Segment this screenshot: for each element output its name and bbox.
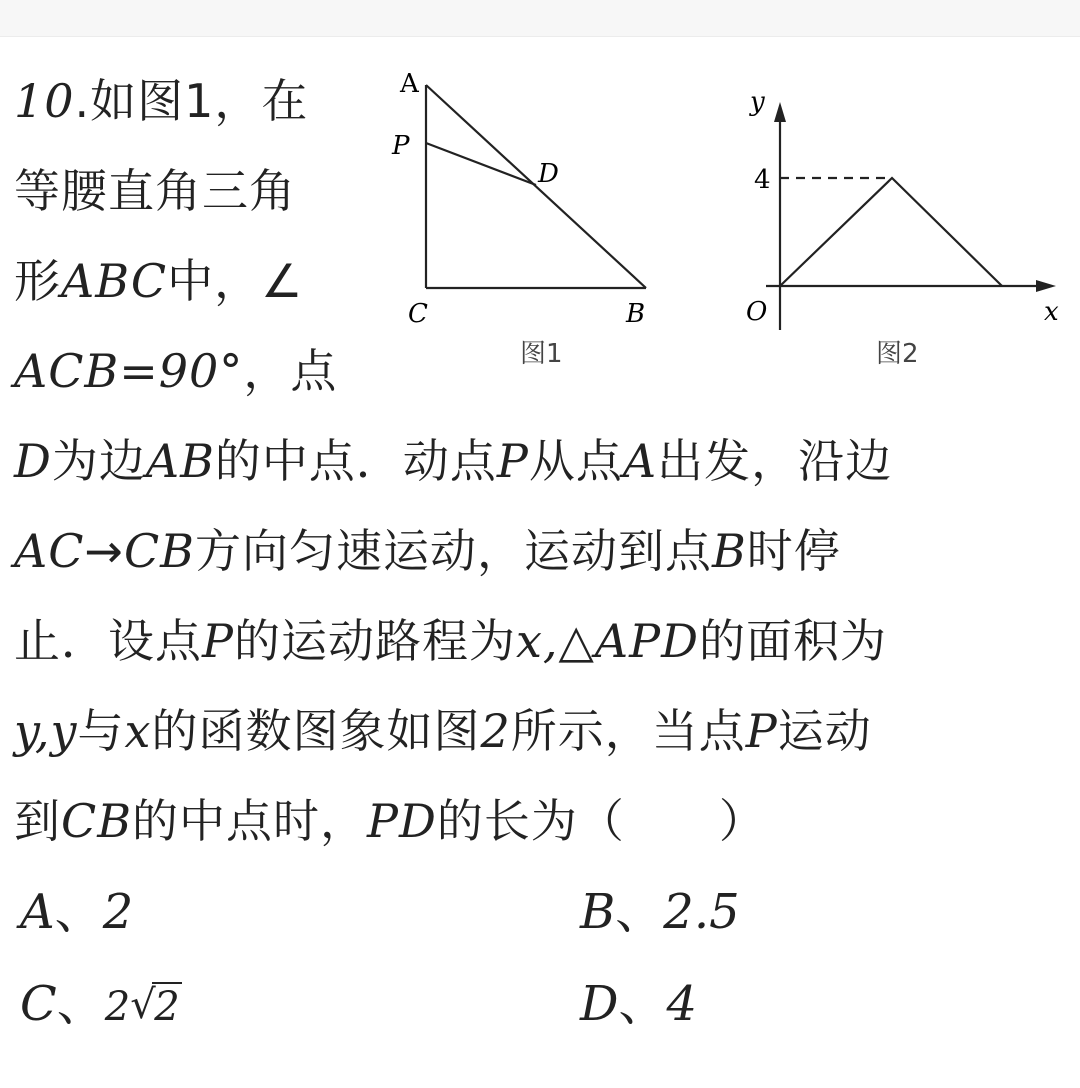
sqrt-expression: √ 2 (130, 977, 181, 1037)
top-bar (0, 0, 1080, 37)
figure-2-caption: 图2 (876, 339, 919, 369)
label-c: C (408, 299, 428, 329)
figure-1-caption: 图1 (520, 339, 563, 369)
question-line-2: 等腰直角三角 (14, 164, 296, 218)
question-number: 10 (14, 74, 75, 128)
option-b[interactable]: B、2.5 (580, 884, 740, 940)
label-b: B (626, 299, 646, 329)
option-c[interactable]: C、2 √ 2 (20, 974, 182, 1037)
label-p: P (392, 131, 410, 161)
label-a: A (400, 69, 419, 99)
question-line-9: 到CB的中点时，PD的长为（ ） (14, 794, 766, 848)
sqrt-icon: √ (130, 982, 156, 1028)
question-line-4: ACB=90°，点 (14, 344, 338, 398)
option-a[interactable]: A、2 (20, 884, 134, 940)
question-line-3: 形ABC中，∠ (14, 254, 304, 308)
label-y: y (750, 87, 765, 117)
question-line-1: 10.如图1，在 (14, 74, 309, 128)
question-line-8: y,y与x的函数图象如图2所示，当点P运动 (14, 704, 872, 758)
label-x: x (1044, 297, 1059, 327)
y-axis-arrow-icon (774, 102, 786, 122)
question-line-5: D为边AB的中点．动点P从点A出发，沿边 (14, 434, 893, 488)
figure-1-triangle (380, 60, 680, 380)
question-line-7: 止．设点P的运动路程为x,△APD的面积为 (14, 614, 887, 668)
graph-line (780, 178, 1002, 286)
side-ab (426, 85, 646, 288)
x-axis-arrow-icon (1036, 280, 1056, 292)
option-d[interactable]: D、4 (580, 976, 698, 1032)
question-line-6: AC→CB方向匀速运动，运动到点B时停 (14, 524, 841, 578)
label-d: D (538, 159, 559, 189)
label-four: 4 (754, 165, 771, 195)
label-o: O (746, 297, 768, 327)
figure-2-graph (730, 80, 1070, 380)
segment-pd (426, 143, 536, 185)
